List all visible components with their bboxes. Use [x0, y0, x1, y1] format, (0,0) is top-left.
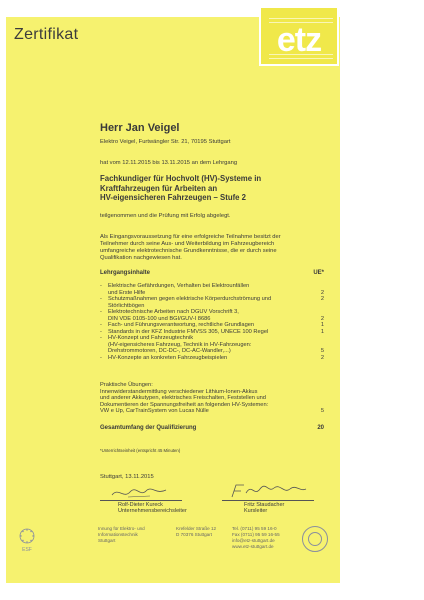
list-item: - Schutzmaßnahmen gegen elektrische Körperdurchströmung und Störlichtbögen 2 — [100, 296, 324, 309]
signatory-name: Fritz Staudacher — [244, 502, 285, 508]
svg-text:ESF: ESF — [22, 547, 32, 553]
item-text: Fach- und Führungsverantwortung, rechtliche Grundlagen — [108, 322, 255, 329]
list-item: - Fach- und Führungsverantwortung, rechtliche Grundlagen 1 — [100, 322, 324, 329]
practical-exercises — [100, 382, 324, 415]
footer-line: Fax (0711) 95 59 16-55 — [232, 532, 280, 537]
signature-line — [222, 500, 314, 501]
contents-header — [100, 270, 324, 276]
etz-logo — [259, 6, 339, 66]
course-title-line: Fachkundiger für Hochvolt (HV)-Systeme in — [100, 174, 262, 183]
item-ue: 2 — [320, 355, 324, 362]
contents-list — [100, 283, 324, 362]
item-ue: 5 — [320, 348, 324, 355]
footer-line: Krefelder Straße 12 — [176, 526, 217, 531]
quality-seal-icon — [302, 526, 328, 552]
footer-org — [98, 526, 145, 544]
item-text: Schutzmaßnahmen gegen elektrische Körperdurchströmung und — [108, 296, 272, 303]
intro-line: Teilnehmer durch seine Aus- und Weiterbildung im Fahrzeugbereich — [100, 241, 275, 247]
attendance-line: hat vom 12.11.2015 bis 13.11.2015 an dem Lehrgang — [100, 160, 238, 166]
footer-line: Informationstechnik — [98, 532, 138, 537]
footer-line: info@etz-stuttgart.de — [232, 538, 275, 543]
item-ue: 1 — [320, 328, 324, 335]
recipient-address: Elektro Veigel, Furtwängler Str. 21, 70195 Stuttgart — [100, 139, 231, 145]
total-row — [100, 425, 324, 431]
practical-line: und anderer Akkutypen, elektrisches Freischalten, Feststellen und — [100, 395, 266, 402]
intro-line: Qualifikation nachgewiesen hat. — [100, 255, 182, 261]
intro-line: umfangreiche elektrotechnische Grundkenntnisse, die er durch seine — [100, 248, 277, 254]
signatory-role: Kursleiter — [244, 508, 268, 515]
item-ue: 2 — [320, 296, 324, 303]
footer-web: www.etz-stuttgart.de — [232, 544, 274, 549]
intro-line: Als Eingangsvoraussetzung für eine erfolgreiche Teilnahme besitzt der — [100, 234, 281, 240]
list-item: - Elektrische Gefährdungen, Verhalten bei Elektrounfällen und Erste Hilfe 2 — [100, 283, 324, 296]
footnote: *Unterrichtseinheit (entspricht 45 Minuten) — [100, 448, 181, 453]
course-title-line: Kraftfahrzeugen für Arbeiten an — [100, 183, 218, 193]
page-title: Zertifikat — [14, 26, 79, 43]
item-text: DIN VDE 0105-100 und BGI/GUV-I 8686 — [108, 315, 211, 322]
total-label: Gesamtumfang der Qualifizierung — [100, 425, 197, 431]
recipient-name: Herr Jan Veigel — [100, 122, 180, 134]
footer-line: Innung für Elektro- und — [98, 526, 145, 531]
item-text: Elektrotechnische Arbeiten nach DGUV Vorschrift 3, — [108, 309, 239, 316]
item-ue: 1 — [320, 322, 324, 329]
signatory-name: Rolf-Dieter Kureck — [118, 502, 163, 508]
logo-text: etz — [276, 21, 322, 59]
practical-line: Praktische Übungen: — [100, 382, 153, 388]
item-text: Drehstrommotoren, DC-DC-, DC-AC-Wandler,...) — [108, 348, 231, 355]
course-title-line: HV-eigensicheren Fahrzeugen – Stufe 2 — [100, 193, 247, 203]
footer-line: D 70376 Stuttgart — [176, 532, 213, 537]
practical-ue: 5 — [320, 408, 324, 415]
list-item: - Standards in der KFZ Industrie FMVSS 305, UNECE 100 Regel 1 — [100, 328, 324, 335]
esf-emblem-icon — [14, 526, 40, 556]
list-item: - HV-Konzept und Fahrzeugtechnik (HV-eigensicheres Fahrzeug, Technik in HV-Fahrzeugen: Drehstrommotoren, DC-DC-, DC-AC-Wandler,...) 5 — [100, 335, 324, 355]
item-text: HV-Konzept und Fahrzeugtechnik — [108, 335, 194, 342]
practical-line: Innenwiderstandermittlung verschiedener Lithium-Ionen-Akkus — [100, 388, 258, 395]
contents-header-label: Lehrgangsinhalte — [100, 270, 151, 276]
item-text: und Erste Hilfe — [108, 289, 146, 296]
footer-line: Tel. (0711) 95 59 16-0 — [232, 526, 277, 531]
footer-contact — [232, 526, 280, 550]
item-ue: 2 — [320, 315, 324, 322]
item-text: Standards in der KFZ Industrie FMVSS 305, UNECE 100 Regel — [108, 328, 269, 335]
list-item: - HV-Konzepte an konkreten Fahrzeugbeispielen 2 — [100, 355, 324, 362]
passed-line: teilgenommen und die Prüfung mit Erfolg abgelegt. — [100, 213, 231, 219]
course-title — [100, 174, 330, 203]
signature-kureck — [110, 483, 170, 501]
item-text: Elektrische Gefährdungen, Verhalten bei Elektrounfällen — [108, 283, 250, 289]
item-ue: 2 — [320, 289, 324, 296]
list-item: - Elektrotechnische Arbeiten nach DGUV Vorschrift 3, DIN VDE 0105-100 und BGI/GUV-I 8686 2 — [100, 309, 324, 322]
footer-line: Stuttgart — [98, 538, 116, 543]
signatory-2 — [244, 502, 284, 515]
signatory-1 — [118, 502, 187, 515]
signature-line — [100, 500, 182, 501]
practical-line: VW e Up, CarTrainSystem von Lucas Nülle — [100, 408, 209, 415]
footer-address — [176, 526, 216, 538]
signature-staudacher — [228, 481, 308, 501]
item-text: Störlichtbögen — [108, 302, 145, 309]
contents-header-ue: UE* — [313, 270, 324, 276]
intro-paragraph — [100, 234, 330, 262]
practical-line: Dokumentieren der Spannungsfreiheit an folgenden HV-Systemen: — [100, 401, 269, 408]
item-text: (HV-eigensicheres Fahrzeug, Technik in HV-Fahrzeugen: — [108, 341, 252, 348]
place-date: Stuttgart, 13.11.2015 — [100, 474, 154, 480]
signatory-role: Unternehmensbereichsleiter — [118, 508, 187, 515]
item-text: HV-Konzepte an konkreten Fahrzeugbeispielen — [108, 355, 228, 362]
esf-logo — [14, 526, 40, 556]
total-value: 20 — [317, 425, 324, 431]
